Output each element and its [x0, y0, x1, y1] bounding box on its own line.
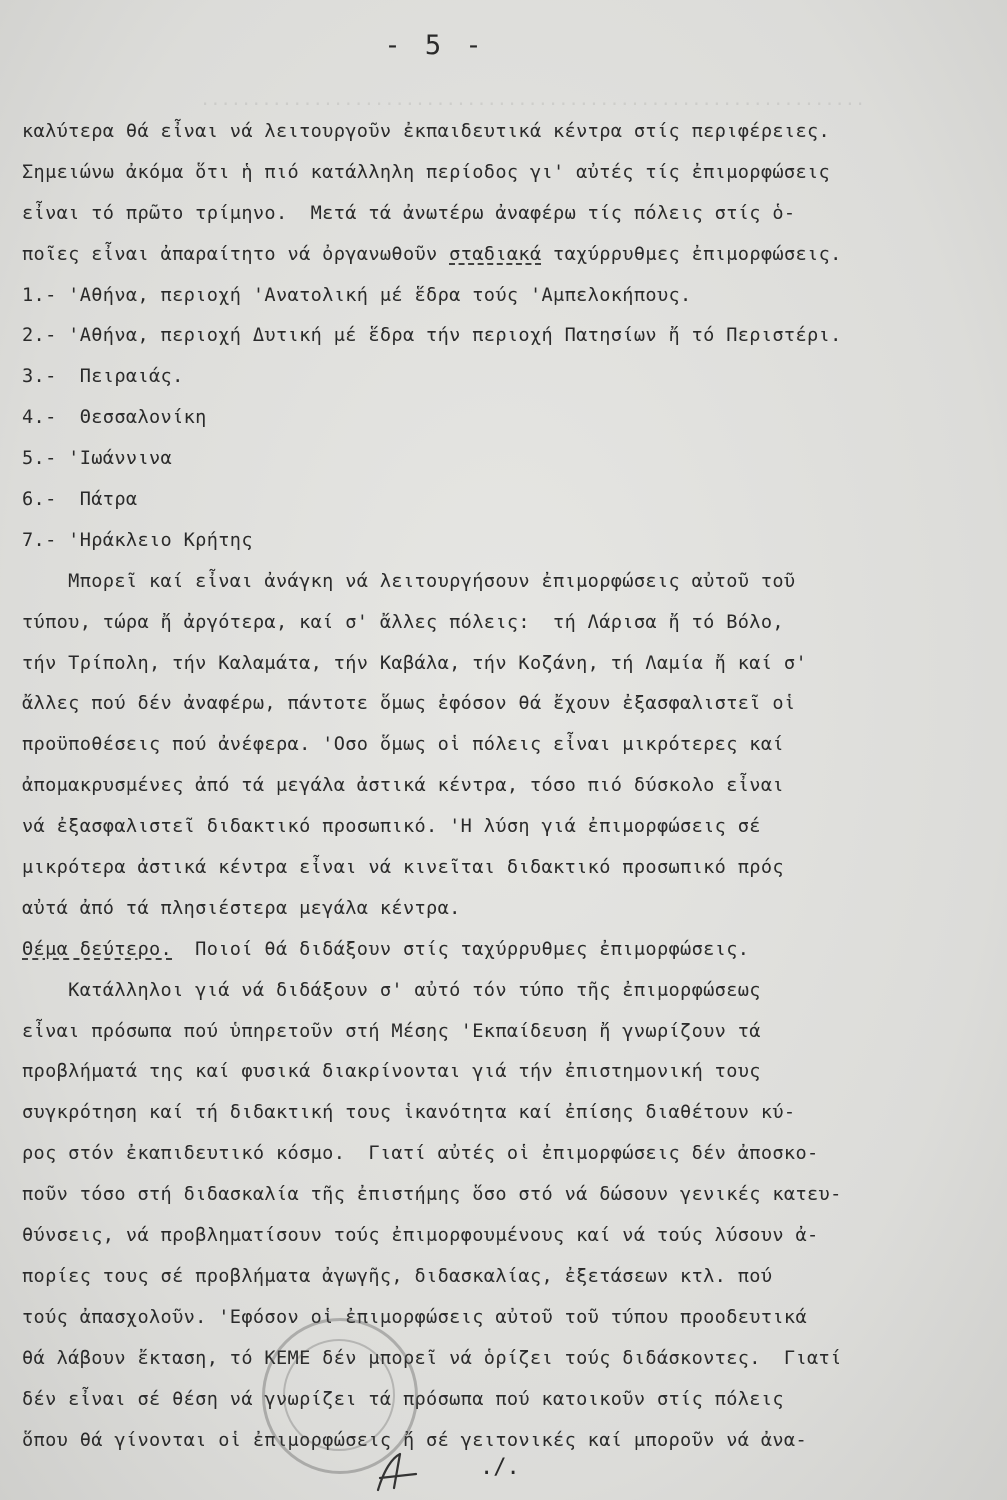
text-line: θά λάβουν ἔκταση, τό ΚΕΜΕ δέν μπορεῖ νά ὁρίζει τούς διδάσκοντες. Γιατί — [22, 1347, 842, 1369]
text-line: νά ἐξασφαλιστεῖ διδακτικό προσωπικό. 'Η λύση γιά ἐπιμορφώσεις σέ — [22, 816, 761, 838]
text-line: τύπου, τώρα ἤ ἀργότερα, καί σ' ἄλλες πόλεις: τή Λάρισα ἤ τό Βόλο, — [22, 611, 784, 633]
text-line: προβλήματά της καί φυσικά διακρίνονται γιά τήν ἐπιστημονική τους — [22, 1061, 761, 1083]
city-item: 6.- Πάτρα — [22, 489, 138, 511]
text-line: Κατάλληλοι γιά νά διδάξουν σ' αὐτό τόν τύπο τῆς ἐπιμορφώσεως — [22, 979, 761, 1001]
text-line: Σημειώνω ἀκόμα ὅτι ἡ πιό κατάλληλη περίοδος γι' αὐτές τίς ἐπιμορφώσεις — [22, 161, 831, 183]
text-line: τήν Τρίπολη, τήν Καλαμάτα, τήν Καβάλα, τήν Κοζάνη, τή Λαμία ἤ καί σ' — [22, 652, 808, 674]
continuation-mark: ./. — [480, 1455, 520, 1480]
text-line: Μπορεῖ καί εἶναι ἀνάγκη νά λειτουργήσουν ἐπιμορφώσεις αὐτοῦ τοῦ — [22, 570, 796, 592]
page-number: - 5 - — [384, 30, 486, 61]
theme-label: Θέμα δεύτερο. — [22, 938, 173, 960]
city-item: 4.- Θεσσαλονίκη — [22, 407, 207, 429]
text-line: τούς ἀπασχολοῦν. 'Εφόσον οἱ ἐπιμορφώσεις αὐτοῦ τοῦ τύπου προοδευτικά — [22, 1306, 808, 1328]
text-line: προϋποθέσεις πού ἀνέφερα. 'Οσο ὅμως οἱ πόλεις εἶναι μικρότερες καί — [22, 734, 784, 756]
text-line: αὐτά ἀπό τά πλησιέστερα μεγάλα κέντρα. — [22, 897, 461, 919]
text-line: ρος στόν ἐκαπιδευτικό κόσμο. Γιατί αὐτές οἱ ἐπιμορφώσεις δέν ἀποσκο- — [22, 1143, 819, 1165]
text-line: μικρότερα ἀστικά κέντρα εἶναι νά κινεῖται διδακτικό προσωπικό πρός — [22, 857, 784, 879]
text-line: ποῦν τόσο στή διδασκαλία τῆς ἐπιστήμης ὅσο στό νά δώσουν γενικές κατευ- — [22, 1184, 842, 1206]
city-item: 3.- Πειραιάς. — [22, 366, 184, 388]
city-item: 2.- 'Αθήνα, περιοχή Δυτική μέ ἕδρα τήν περιοχή Πατησίων ἤ τό Περιστέρι. — [22, 325, 842, 347]
show-through-text: ................................................................. — [200, 90, 866, 110]
text-line: δέν εἶναι σέ θέση νά γνωρίζει τά πρόσωπα πού κατοικοῦν στίς πόλεις — [22, 1388, 784, 1410]
underlined-word: σταδιακά — [449, 243, 542, 265]
text-line: ὅπου θά γίνονται οἱ ἐπιμορφώσεις ἤ σέ γειτονικές καί μποροῦν νά ἀνα- — [22, 1429, 808, 1451]
city-item: 1.- 'Αθήνα, περιοχή 'Ανατολική μέ ἕδρα τούς 'Αμπελοκήπους. — [22, 284, 692, 306]
text-line: εἶναι πρόσωπα πού ὑπηρετοῦν στή Μέσης 'Εκπαίδευση ἤ γνωρίζουν τά — [22, 1020, 761, 1042]
text-line: θύνσεις, νά προβληματίσουν τούς ἐπιμορφουμένους καί νά τούς λύσουν ἀ- — [22, 1225, 819, 1247]
city-item: 7.- 'Ηράκλειο Κρήτης — [22, 529, 253, 551]
section-heading: Θέμα δεύτερο. Ποιοί θά διδάξουν στίς ταχύρρυθμες ἐπιμορφώσεις. — [22, 938, 750, 960]
text-line: καλύτερα θά εἶναι νά λειτουργοῦν ἐκπαιδευτικά κέντρα στίς περιφέρειες. — [22, 121, 831, 142]
body-text — [22, 112, 982, 1461]
text-line: ἄλλες πού δέν ἀναφέρω, πάντοτε ὅμως ἐφόσον θά ἔχουν ἐξασφαλιστεῖ οἱ — [22, 693, 796, 715]
text-line: ποῖες εἶναι ἀπαραίτητο νά ὀργανωθοῦν σταδιακά ταχύρρυθμες ἐπιμορφώσεις. — [22, 243, 842, 265]
text-line: ἀπομακρυσμένες ἀπό τά μεγάλα ἀστικά κέντρα, τόσο πιό δύσκολο εἶναι — [22, 775, 784, 797]
text-line: εἶναι τό πρῶτο τρίμηνο. Μετά τά ἀνωτέρω ἀναφέρω τίς πόλεις στίς ὁ- — [22, 202, 796, 224]
handwritten-initial — [370, 1450, 430, 1495]
text-line: πορίες τους σέ προβλήματα ἀγωγῆς, διδασκαλίας, ἐξετάσεων κτλ. πού — [22, 1265, 773, 1287]
city-item: 5.- 'Ιωάννινα — [22, 448, 173, 470]
text-line: συγκρότηση καί τή διδακτική τους ἱκανότητα καί ἐπίσης διαθέτουν κύ- — [22, 1102, 796, 1124]
